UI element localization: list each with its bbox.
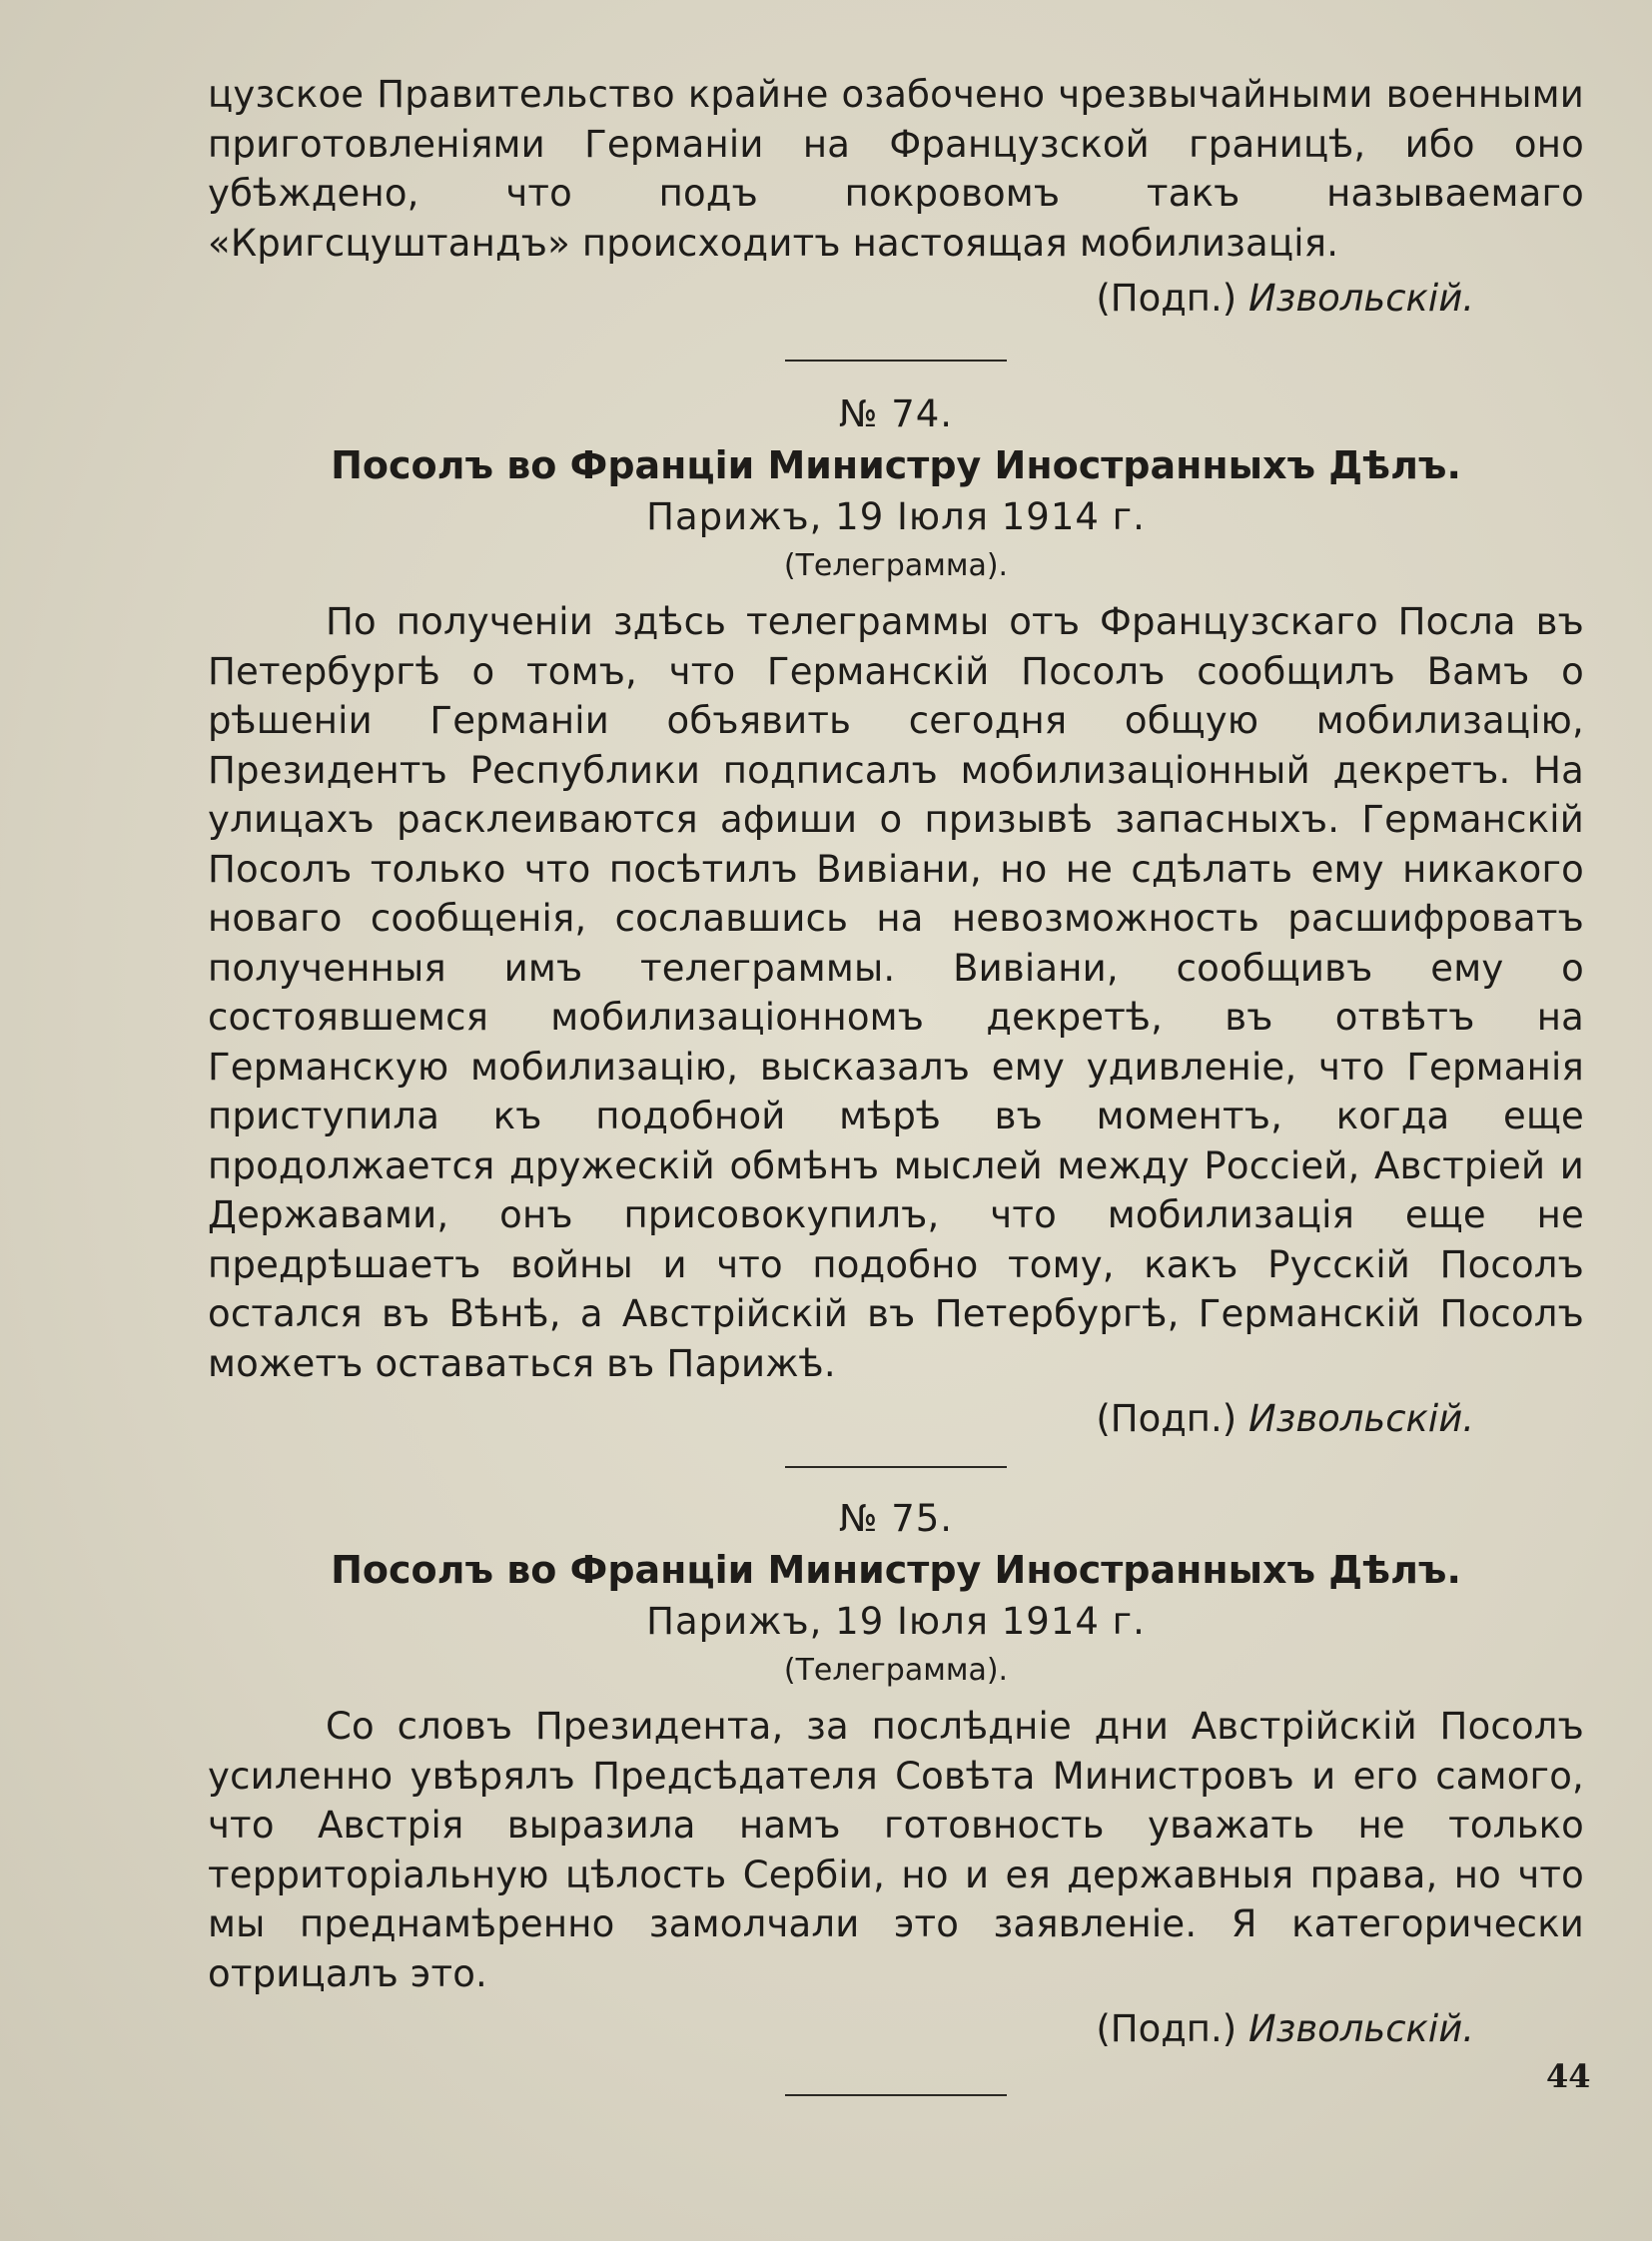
document-number: № 74. [838,392,954,435]
section-divider [785,2094,1007,2096]
document-kind: (Телеграмма). [783,548,1009,583]
place-date: Парижъ, 19 Іюля 1914 г. [646,495,1146,538]
signature-name: Извольскій. [1247,1397,1474,1440]
section-divider [785,1466,1007,1468]
document-entry [208,1494,1584,2054]
signature-name: Извольскій. [1247,277,1474,320]
signature-prefix: (Подп.) [1096,1397,1238,1440]
signature [208,1394,1584,1444]
page-number: 44 [1546,2057,1591,2095]
document-body: По полученіи здѣсь телеграммы отъ Французскаго Посла въ Петербургѣ о томъ, что Германскій Посолъ сообщилъ Вамъ о рѣшеніи Германіи объявить сегодня общую мобилизацію, Президентъ Республики подписалъ мобилизаціонный декретъ. На улицахъ расклеиваются афиши о призывѣ запасныхъ. Германскій Посолъ только что посѣтилъ Вивіани, но не сдѣлать ему никакого новаго сообщенія, сославшись на невозможность расшифроватъ полученныя имъ телеграммы. Вивіани, сообщивъ ему о состоявшемся мобилизаціонномъ декретѣ, въ отвѣтъ на Германскую мобилизацію, высказалъ ему удивленіе, что Германія приступила къ подобной мѣрѣ въ моментъ, когда еще продолжается дружескій обмѣнъ мыслей между Россіей, Австріей и Державами, онъ присовокупилъ, что мобилизація еще не предрѣшаетъ войны и что подобно тому, какъ Русскій Посолъ остался въ Вѣнѣ, а Австрійскій въ Петербургѣ, Германскій Посолъ можетъ оставаться въ Парижѣ. [208,600,1584,1385]
document-body: Со словъ Президента, за послѣдніе дни Австрійскій Посолъ усиленно увѣрялъ Предсѣдателя Совѣта Министровъ и его самого, что Австрія выразила намъ готовность уважать не только территоріальную цѣлость Сербіи, но и ея державныя права, но что мы преднамѣренно замолчали это заявленіе. Я категорически отрицалъ это. [208,1705,1584,1995]
document-entry [208,389,1584,1444]
document-number: № 75. [838,1497,954,1540]
document-heading: Посолъ во Франціи Министру Иностранныхъ Дѣлъ. [331,1548,1461,1592]
place-date: Парижъ, 19 Іюля 1914 г. [646,1600,1146,1643]
signature-prefix: (Подп.) [1096,277,1238,320]
signature-prefix: (Подп.) [1096,2007,1238,2050]
document-kind: (Телеграмма). [783,1653,1009,1688]
document-heading: Посолъ во Франціи Министру Иностранныхъ Дѣлъ. [331,443,1461,487]
signature [208,2004,1584,2054]
page-content [208,70,1584,2096]
section-divider [785,360,1007,362]
signature [208,274,1584,324]
signature-name: Извольскій. [1247,2007,1474,2050]
continuation-paragraph: цузское Правительство крайне озабочено чрезвычайными военными приготовленіями Германіи на Французской границѣ, ибо оно убѣждено, что подъ покровомъ такъ называемаго «Кригсцуштандъ» происходитъ настоящая мобилизація. [208,73,1584,265]
